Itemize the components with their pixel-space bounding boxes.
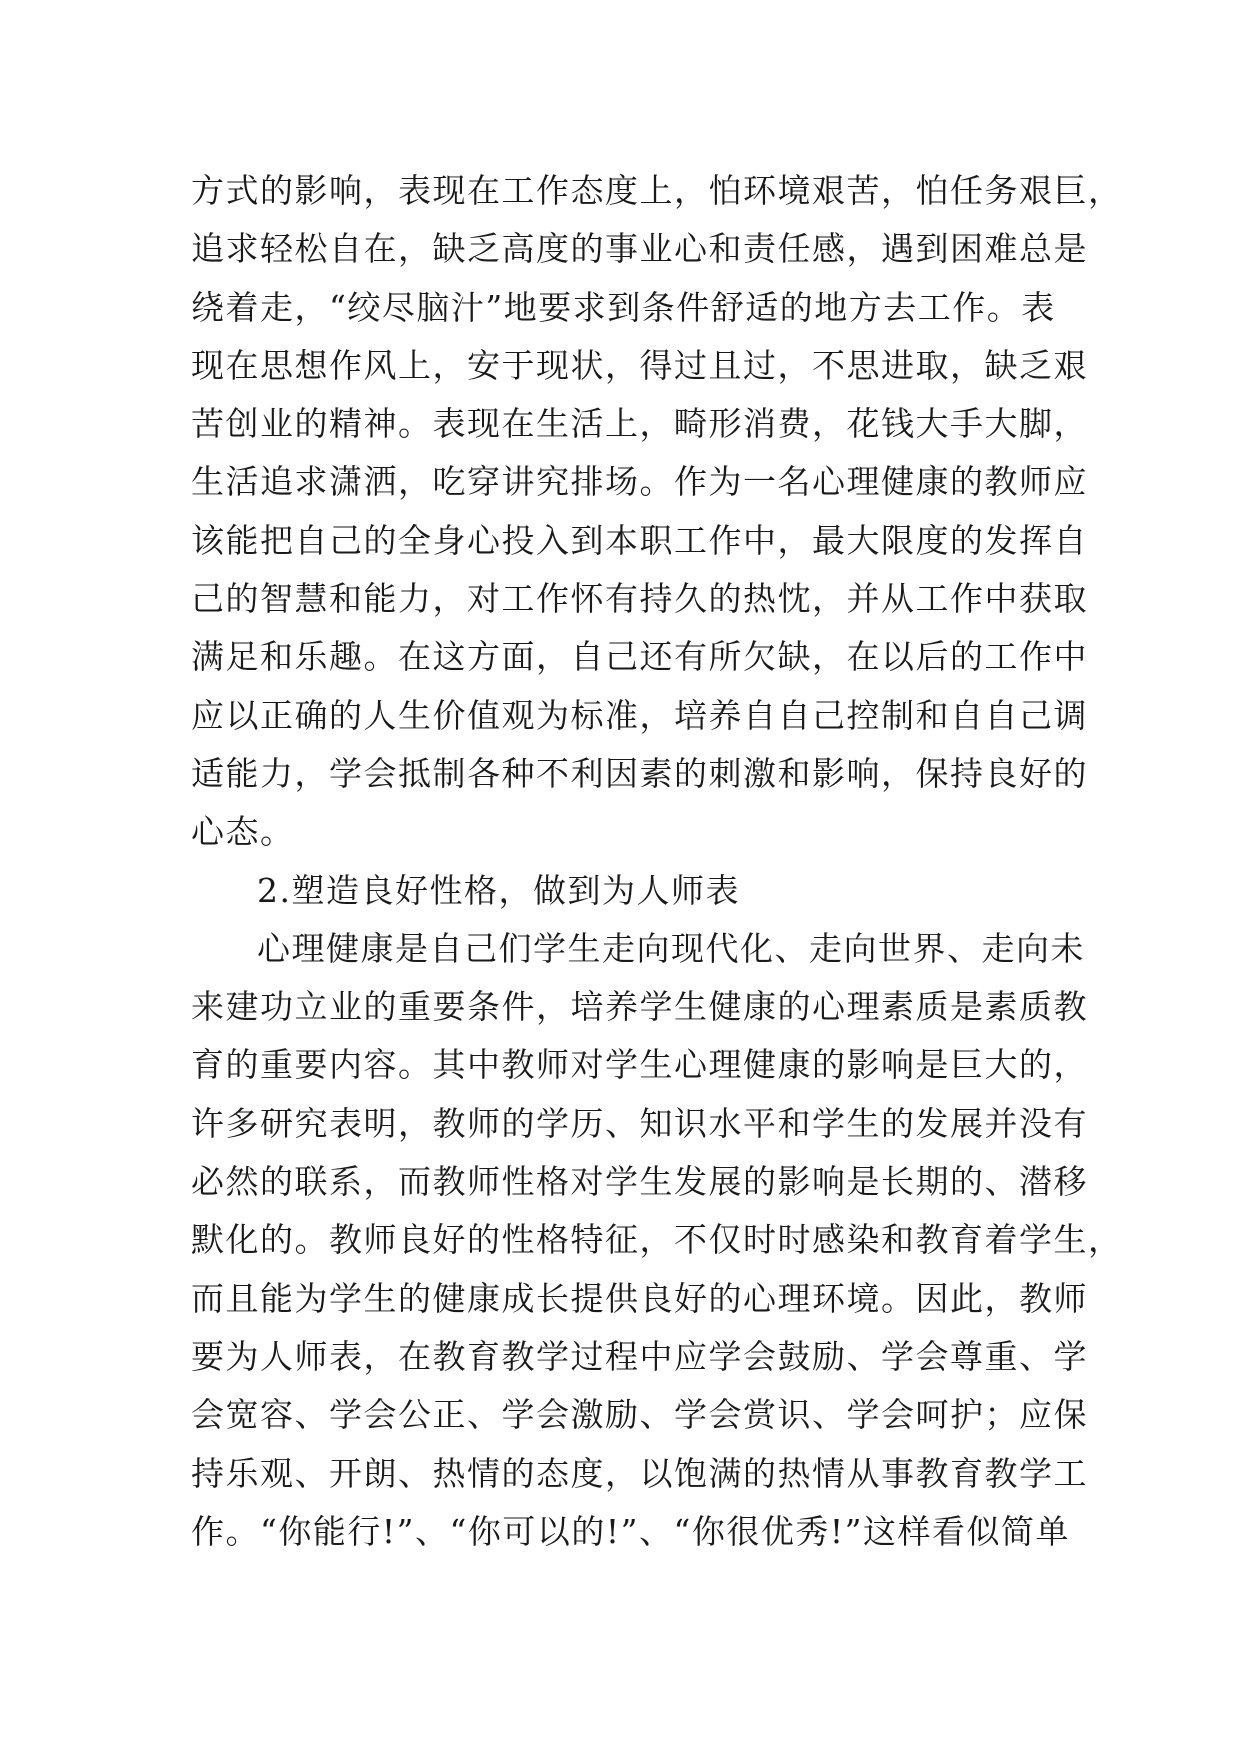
text-line: 适能力，学会抵制各种不利因素的刺激和影响，保持良好的 [191,753,1088,793]
text-line: 苦创业的精神。表现在生活上，畸形消费，花钱大手大脚， [191,404,1088,444]
text-line: 而且能为学生的健康成长提供良好的心理环境。因此，教师 [191,1278,1088,1318]
text-line: 绕着走，“绞尽脑汁”地要求到条件舒适的地方去工作。表 [191,287,1056,327]
text-line: 育的重要内容。其中教师对学生心理健康的影响是巨大的， [191,1045,1088,1085]
text-line: 满足和乐趣。在这方面，自己还有所欠缺，在以后的工作中 [191,637,1088,677]
text-line: 己的智慧和能力，对工作怀有持久的热忱，并从工作中获取 [191,579,1088,619]
text-line: 应以正确的人生价值观为标准，培养自自己控制和自自己调 [191,695,1088,735]
paragraph-continuation [191,162,1123,862]
text-line: 追求轻松自在，缺乏高度的事业心和责任感，遇到困难总是 [191,229,1088,269]
text-line: 必然的联系，而教师性格对学生发展的影响是长期的、潜移 [191,1162,1088,1202]
paragraph [191,920,1123,1561]
section-heading: 2.塑造良好性格，做到为人师表 [257,870,740,910]
text-line: 许多研究表明，教师的学历、知识水平和学生的发展并没有 [191,1103,1088,1143]
document-body [191,162,1123,1561]
text-line: 该能把自己的全身心投入到本职工作中，最大限度的发挥自 [191,520,1088,560]
text-line: 心态。 [191,812,295,852]
text-line: 要为人师表，在教育教学过程中应学会鼓励、学会尊重、学 [191,1336,1088,1376]
text-line: 作。“你能行!”、“你可以的!”、“你很优秀!”这样看似简单 [191,1511,1071,1551]
text-line: 持乐观、开朗、热情的态度，以饱满的热情从事教育教学工 [191,1453,1088,1493]
text-line: 会宽容、学会公正、学会激励、学会赏识、学会呵护；应保 [191,1395,1088,1435]
text-line: 来建功立业的重要条件，培养学生健康的心理素质是素质教 [191,987,1088,1027]
text-line: 心理健康是自己们学生走向现代化、走向世界、走向未 [257,928,1085,968]
text-line: 默化的。教师良好的性格特征，不仅时时感染和教育着学生， [191,1220,1123,1260]
text-line: 方式的影响，表现在工作态度上，怕环境艰苦，怕任务艰巨， [191,171,1123,210]
text-line: 生活追求潇洒，吃穿讲究排场。作为一名心理健康的教师应 [191,462,1088,502]
text-line: 现在思想作风上，安于现状，得过且过，不思进取，缺乏艰 [191,345,1088,385]
